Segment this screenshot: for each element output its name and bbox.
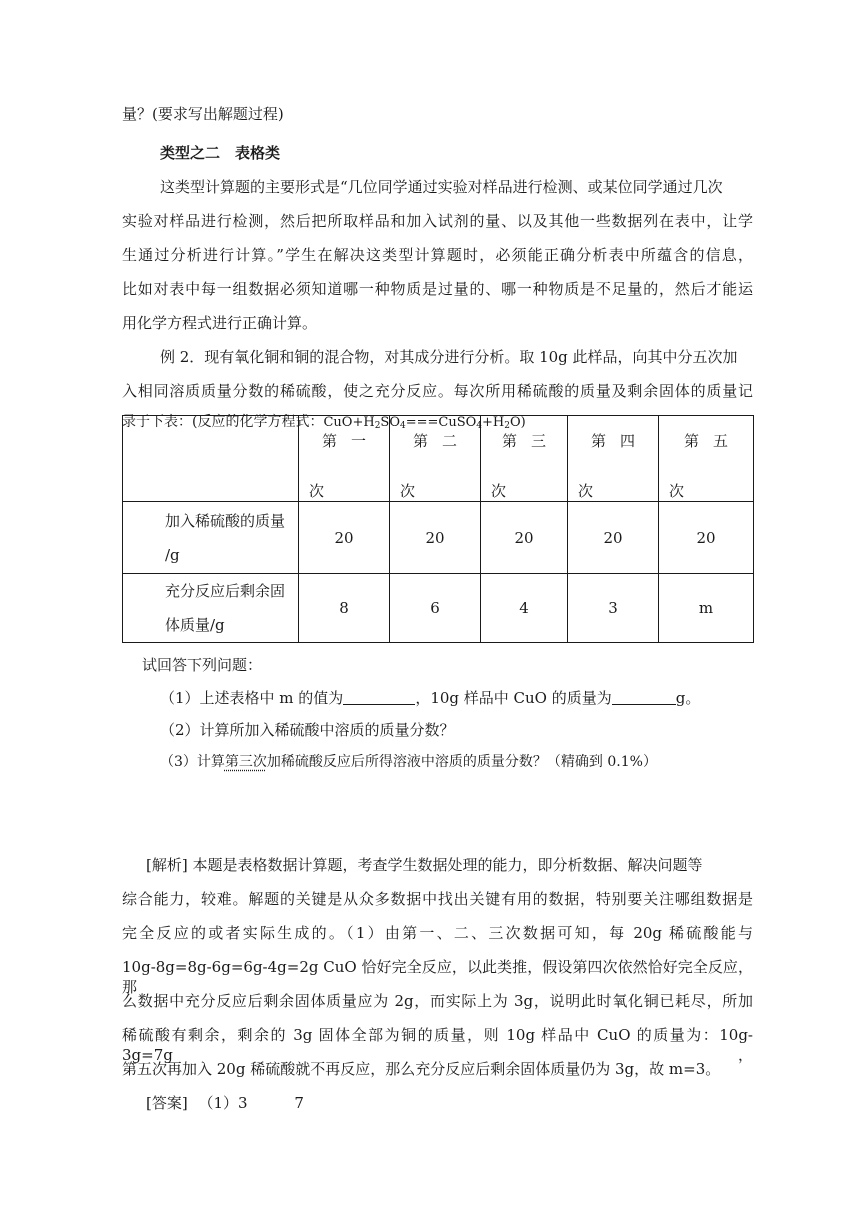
table-cell: m [659,574,754,643]
data-table [122,415,754,643]
analysis-line: 10g-8g=8g-6g=6g-4g=2g CuO 恰好完全反应，以此类推，假设第四次依然恰好完全反应，那 [122,958,753,996]
table-cell: 6 [390,574,481,643]
analysis-line: [解析] 本题是表格数据计算题，考查学生数据处理的能力，即分析数据、解决问题等 [146,856,703,874]
answer-part-1: （1）3 [198,1094,248,1112]
question-tail: 量？(要求写出解题过程) [122,105,284,123]
intro-line: 生通过分析进行计算。”学生在解决这类型计算题时，必须能正确分析表中所蕴含的信息， [122,246,753,264]
table-row [123,574,754,643]
intro-line: 这类型计算题的主要形式是“几位同学通过实验对样品进行检测、或某位同学通过几次 [160,178,723,196]
table-cell: 20 [481,502,568,574]
answer-blank[interactable] [343,690,415,705]
example-prefix: 录于下表：(反应的化学方程式： [122,414,324,430]
table-header-cell: 第五 次 [659,416,754,502]
table-corner-cell [123,416,299,502]
question-2: （2）计算所加入稀硫酸中溶质的质量分数？ [160,721,455,739]
answer-value-2: 7 [294,1094,304,1112]
example-line: 例 2．现有氧化铜和铜的混合物，对其成分进行分析。取 10g 此样品，向其中分五次加 [160,348,738,366]
analysis-line: 综合能力，较难。解题的关键是从众多数据中找出关键有用的数据，特别要关注哪组数据是 [122,890,753,908]
chemical-equation: $CuO+H_2SO_4===CuSO_4+H_2O$) [323,415,526,431]
table-row [123,502,754,574]
table-cell: 4 [481,574,568,643]
table-header-cell: 第二 次 [390,416,481,502]
analysis-line: 完全反应的或者实际生成的。（1）由第一、二、三次数据可知，每 20g 稀硫酸能与 [122,924,753,942]
table-header-row [123,416,754,502]
analysis-line: 第五次再加入 20g 稀硫酸就不再反应，那么充分反应后剩余固体质量仍为 3g，故 m=3。 [122,1060,721,1078]
answer-blank[interactable] [612,690,676,705]
table-cell: 20 [659,502,754,574]
row-label-acid-mass: 加入稀硫酸的质量 /g [123,502,299,574]
question-3: （3）计算第三次加稀硫酸反应后所得溶液中溶质的质量分数？（精确到 0.1%） [160,754,657,770]
intro-line: 实验对样品进行检测，然后把所取样品和加入试剂的量、以及其他一些数据列在表中，让学 [122,212,753,230]
example-line: 入相同溶质质量分数的稀硫酸，使之充分反应。每次所用稀硫酸的质量及剩余固体的质量记 [122,382,753,400]
question-1: （1）上述表格中 m 的值为 ，10g 样品中 CuO 的质量为 g。 [160,689,701,707]
table-cell: 8 [299,574,390,643]
row-label-remaining-solid: 充分反应后剩余固 体质量/g [123,574,299,643]
analysis-line: 么数据中充分反应后剩余固体质量应为 2g，而实际上为 3g，说明此时氧化铜已耗尽，所加 [122,992,753,1010]
table-header-cell: 第一 次 [299,416,390,502]
answer-label: [答案] [146,1094,188,1112]
table-cell: 20 [299,502,390,574]
answer-line [146,1093,304,1113]
section-title: 类型之二 表格类 [160,144,281,162]
intro-line: 比如对表中每一组数据必须知道哪一种物质是过量的、哪一种物质是不足量的，然后才能运 [122,280,753,298]
intro-line: 用化学方程式进行正确计算。 [122,314,318,332]
questions-intro: 试回答下列问题： [142,656,263,674]
table-cell: 3 [568,574,659,643]
table-cell: 20 [568,502,659,574]
table-header-cell: 第三 次 [481,416,568,502]
analysis-line: 稀硫酸有剩余，剩余的 3g 固体全部为铜的质量，则 10g 样品中 CuO 的质量为：10g-3g=7g， [122,1026,753,1064]
table-header-cell: 第四 次 [568,416,659,502]
table-cell: 20 [390,502,481,574]
